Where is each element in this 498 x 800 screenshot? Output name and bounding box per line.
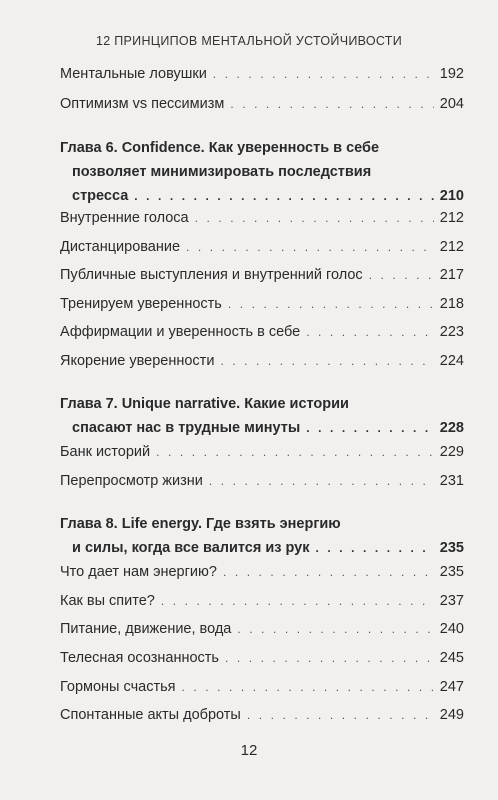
toc-entry-title: Дистанцирование — [60, 239, 181, 255]
toc-entry — [60, 650, 464, 672]
toc-entry-title: Перепросмотр жизни — [60, 473, 203, 489]
toc-entry-page: 247 — [439, 679, 464, 695]
toc-entry-page: 245 — [439, 650, 464, 666]
chapter-title-end: спасают нас в трудные минуты — [72, 420, 301, 436]
leader-dots — [134, 189, 434, 203]
toc-entry-title: Аффирмации и уверенность в себе — [60, 324, 301, 340]
toc-entry-title: Питание, движение, вода — [60, 621, 232, 637]
toc-entry-title: Гормоны счастья — [60, 679, 176, 695]
leader-dots — [182, 680, 434, 694]
toc-entry-page: 240 — [439, 621, 464, 637]
leader-dots — [230, 97, 433, 111]
leader-dots — [369, 268, 434, 282]
toc-entry — [60, 239, 464, 261]
toc-entry-title: Публичные выступления и внутренний голос — [60, 267, 363, 283]
toc-entry-page: 218 — [439, 296, 464, 312]
toc-entry — [60, 267, 464, 289]
chapter-title-line — [60, 540, 464, 564]
toc-entry-page: 204 — [439, 96, 464, 112]
page-number: 12 — [240, 742, 258, 759]
toc-entry — [60, 296, 464, 318]
chapter-title-end: и силы, когда все валится из рук — [72, 540, 310, 556]
toc-entry-title: Банк историй — [60, 444, 151, 460]
chapter-title-line: Глава 7. Unique narrative. Какие истории — [60, 396, 349, 412]
toc-entry-title: Телесная осознанность — [60, 650, 219, 666]
leader-dots — [306, 325, 434, 339]
toc-entry-title: Ментальные ловушки — [60, 66, 207, 82]
leader-dots — [186, 240, 434, 254]
toc-entry — [60, 210, 464, 232]
toc-entry-title: Спонтанные акты доброты — [60, 707, 241, 723]
leader-dots — [237, 622, 433, 636]
toc-entry — [60, 353, 464, 375]
toc-entry-page: 231 — [439, 473, 464, 489]
chapter-page: 228 — [439, 420, 464, 436]
toc-entry-title: Оптимизм vs пессимизм — [60, 96, 225, 112]
toc-entry — [60, 96, 464, 118]
leader-dots — [228, 297, 434, 311]
toc-entry-page: 237 — [439, 593, 464, 609]
leader-dots — [156, 445, 434, 459]
toc-entry — [60, 473, 464, 495]
running-head: 12 ПРИНЦИПОВ МЕНТАЛЬНОЙ УСТОЙЧИВОСТИ — [95, 34, 402, 48]
leader-dots — [223, 565, 434, 579]
leader-dots — [213, 67, 434, 81]
leader-dots — [225, 651, 434, 665]
toc-entry-title: Якорение уверенности — [60, 353, 215, 369]
leader-dots — [316, 541, 434, 555]
toc-entry — [60, 707, 464, 729]
toc-entry-page: 229 — [439, 444, 464, 460]
leader-dots — [220, 354, 433, 368]
toc-entry-page: 224 — [439, 353, 464, 369]
toc-entry-page: 235 — [439, 564, 464, 580]
toc-entry — [60, 66, 464, 88]
toc-entry-title: Внутренние голоса — [60, 210, 189, 226]
leader-dots — [161, 594, 434, 608]
chapter-8-heading — [60, 516, 464, 564]
chapter-7-heading — [60, 396, 464, 444]
toc-entry — [60, 593, 464, 615]
toc-entry-title: Что дает нам энергию? — [60, 564, 217, 580]
chapter-title-line: Глава 6. Confidence. Как уверенность в себе — [60, 140, 380, 156]
toc-entry-page: 249 — [439, 707, 464, 723]
chapter-title-line: позволяет минимизировать последствия — [72, 164, 372, 180]
toc-entry — [60, 679, 464, 701]
chapter-title-line: Глава 8. Life energy. Где взять энергию — [60, 516, 341, 532]
leader-dots — [247, 708, 434, 722]
toc-entry-page: 212 — [439, 239, 464, 255]
leader-dots — [209, 474, 434, 488]
leader-dots — [195, 211, 434, 225]
toc-entry — [60, 564, 464, 586]
toc-entry — [60, 621, 464, 643]
chapter-6-heading — [60, 140, 464, 212]
leader-dots — [306, 421, 434, 435]
toc-entry-title: Тренируем уверенность — [60, 296, 222, 312]
toc-entry-title: Как вы спите? — [60, 593, 155, 609]
chapter-title-end: стресса — [72, 188, 129, 204]
toc-entry-page: 223 — [439, 324, 464, 340]
chapter-page: 210 — [439, 188, 464, 204]
toc-entry-page: 217 — [439, 267, 464, 283]
toc-entry-page: 192 — [439, 66, 464, 82]
chapter-title-line — [60, 420, 464, 444]
toc-entry-page: 212 — [439, 210, 464, 226]
chapter-page: 235 — [439, 540, 464, 556]
chapter-title-line — [60, 188, 464, 212]
toc-entry — [60, 324, 464, 346]
toc-entry — [60, 444, 464, 466]
